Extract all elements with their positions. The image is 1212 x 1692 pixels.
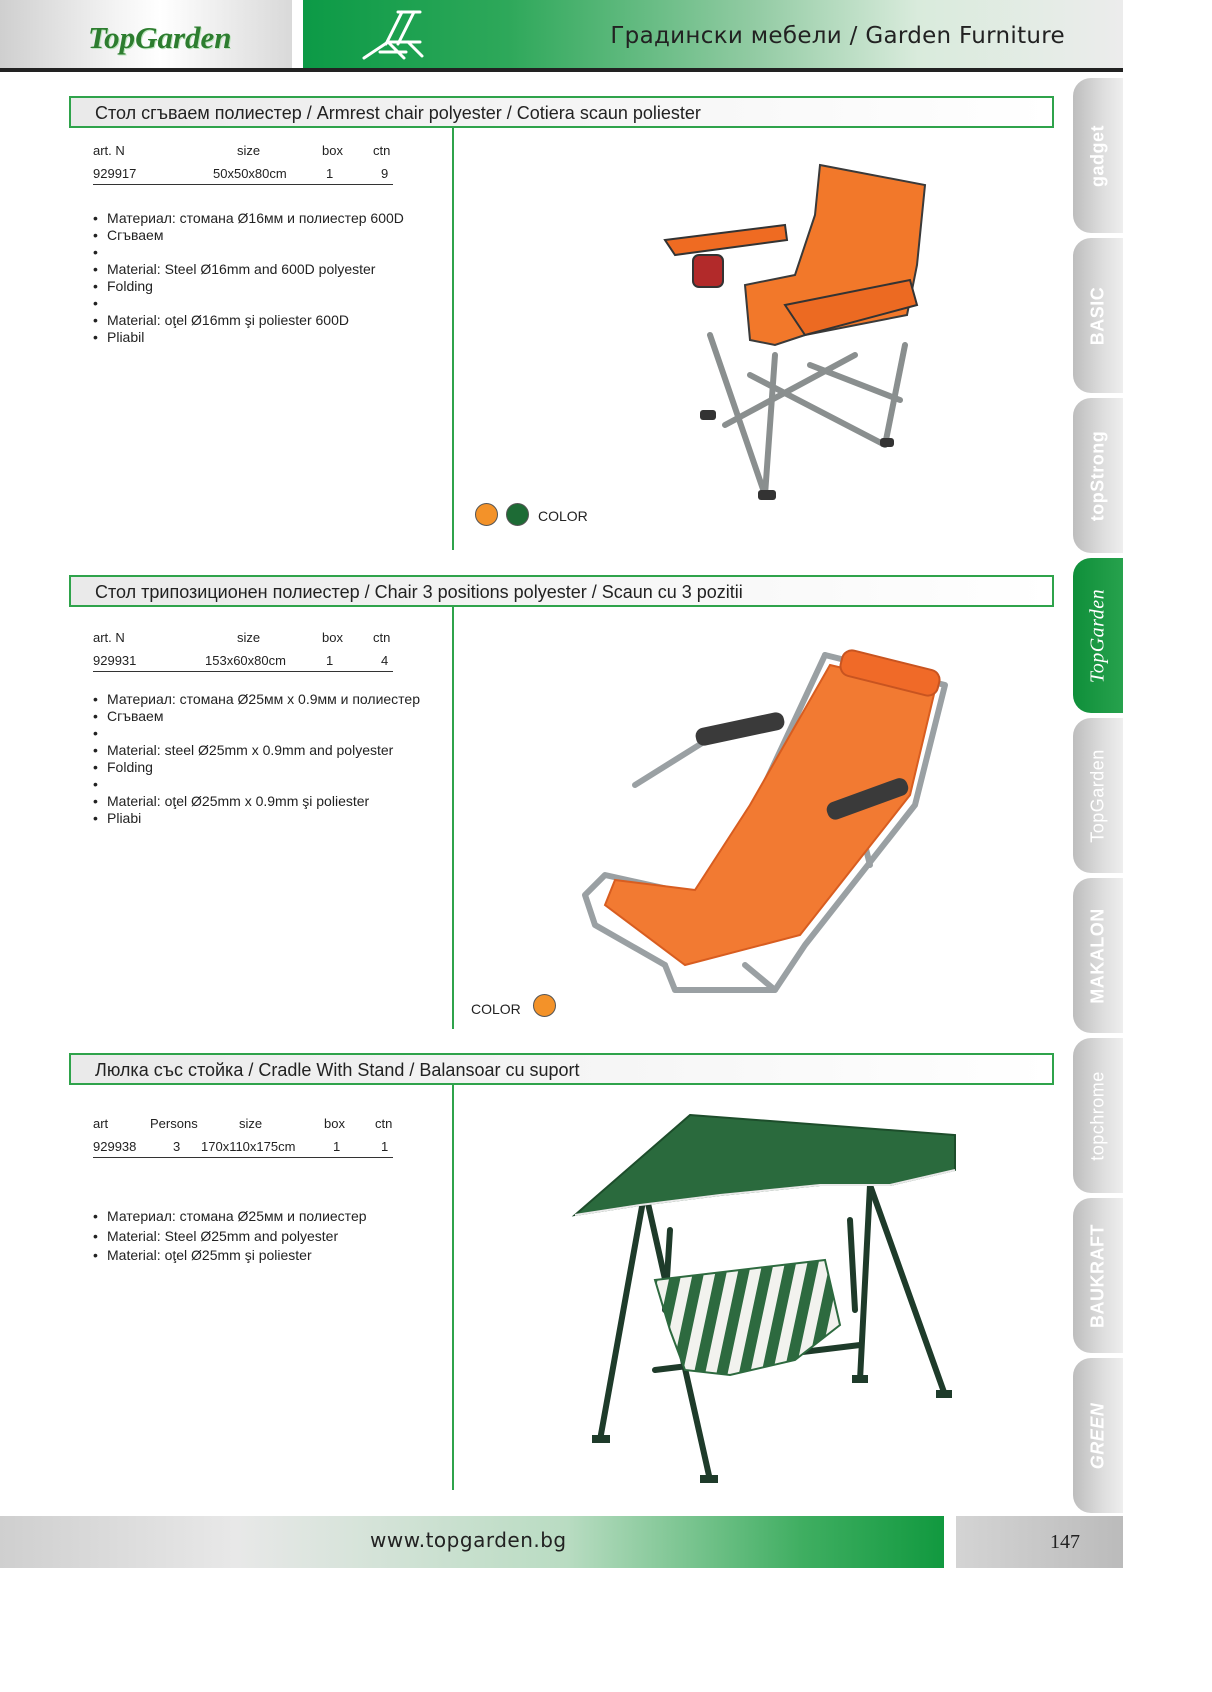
table-header: art xyxy=(93,1116,109,1131)
color-swatch-green xyxy=(506,503,529,526)
spec-table xyxy=(93,143,393,185)
list-item: • Материал: стомана Ø25мм x 0.9мм и полиестер xyxy=(93,691,420,708)
list-item: • Material: oţel Ø16mm şi poliester 600D xyxy=(93,312,404,329)
table-header: box xyxy=(322,630,343,645)
table-header: size xyxy=(239,1116,263,1131)
tab-topstrong[interactable] xyxy=(1073,398,1123,553)
table-cell: 50x50x80cm xyxy=(213,166,287,181)
table-cell: 929938 xyxy=(93,1139,137,1154)
table-cell: 1 xyxy=(326,166,334,181)
list-item: • Material: oţel Ø25mm x 0.9mm şi poliester xyxy=(93,793,420,810)
table-row xyxy=(93,166,393,185)
bullet-list xyxy=(93,691,420,827)
table-header: art. N xyxy=(93,143,125,158)
tab-green-tools[interactable] xyxy=(1073,1358,1123,1513)
section-title: Люлка със стойка / Cradle With Stand / Balansoar cu suport xyxy=(95,1060,580,1080)
table-header: art. N xyxy=(93,630,125,645)
list-item: • Material: oţel Ø25mm şi poliester xyxy=(93,1246,367,1266)
table-header: box xyxy=(324,1116,345,1131)
color-swatch-orange xyxy=(475,503,498,526)
tab-label: topStrong xyxy=(1087,430,1108,521)
page-number: 147 xyxy=(1050,1531,1080,1553)
tab-topchrome[interactable] xyxy=(1073,1038,1123,1193)
tab-label: topchrome xyxy=(1087,1070,1108,1161)
table-header: ctn xyxy=(373,630,391,645)
brand-logo xyxy=(0,0,292,68)
table-header-row xyxy=(93,630,393,648)
tab-topgarden[interactable] xyxy=(1073,558,1123,713)
tab-label: TopGarden xyxy=(1087,748,1108,843)
list-item: • Folding xyxy=(93,278,404,295)
spec-table xyxy=(93,1116,393,1158)
table-cell: 929917 xyxy=(93,166,137,181)
table-cell: 9 xyxy=(381,166,389,181)
tab-label: GREEN xyxy=(1087,1402,1108,1469)
table-cell: 153x60x80cm xyxy=(205,653,286,668)
bullet-list xyxy=(93,210,404,346)
table-header: size xyxy=(237,630,261,645)
page-title: Градински мебели / Garden Furniture xyxy=(610,23,1065,49)
list-item: • Pliabil xyxy=(93,329,404,346)
tab-basic[interactable] xyxy=(1073,238,1123,393)
list-item: • Pliabi xyxy=(93,810,420,827)
list-item: • Folding xyxy=(93,759,420,776)
table-header-row xyxy=(93,1116,393,1134)
tab-topgarden-premium[interactable] xyxy=(1073,718,1123,873)
section-title: Стол трипозиционен полиестер / Chair 3 positions polyester / Scaun cu 3 pozitii xyxy=(95,582,743,602)
table-header: ctn xyxy=(375,1116,393,1131)
table-header: size xyxy=(237,143,261,158)
table-row xyxy=(93,1139,393,1158)
table-cell: 3 xyxy=(173,1139,181,1154)
tab-label: TopGarden xyxy=(1086,588,1109,683)
deck-chair-icon xyxy=(358,6,428,64)
section-header xyxy=(69,96,1054,128)
section-header xyxy=(69,575,1054,607)
table-cell: 170x110x175cm xyxy=(201,1139,296,1154)
spec-table xyxy=(93,630,393,672)
section-title: Стол сгъваем полиестер / Armrest chair polyester / Cotiera scaun poliester xyxy=(95,103,701,123)
list-item: • Сгъваем xyxy=(93,227,404,244)
table-header: ctn xyxy=(373,143,391,158)
table-header: Persons xyxy=(150,1116,198,1131)
table-cell: 929931 xyxy=(93,653,137,668)
page-header xyxy=(0,0,1123,68)
tab-label: MAKALON xyxy=(1087,907,1108,1004)
swing-cradle-image xyxy=(570,1110,960,1490)
list-item: • Material: Steel Ø25mm and polyester xyxy=(93,1227,367,1247)
brand-name: TopGarden xyxy=(88,20,232,55)
table-cell: 1 xyxy=(333,1139,341,1154)
tab-makalon[interactable] xyxy=(1073,878,1123,1033)
list-item: • Material: Steel Ø16mm and 600D polyester xyxy=(93,261,404,278)
table-header-row xyxy=(93,143,393,161)
list-item: • Материал: стомана Ø16мм и полиестер 600D xyxy=(93,210,404,227)
section-header xyxy=(69,1053,1054,1085)
bullet-list xyxy=(93,1207,367,1266)
table-header: box xyxy=(322,143,343,158)
list-item: • Material: steel Ø25mm x 0.9mm and polyester xyxy=(93,742,420,759)
tab-gadget[interactable] xyxy=(1073,78,1123,233)
tab-label: BAUKRAFT xyxy=(1087,1223,1108,1328)
recliner-chair-image xyxy=(575,645,955,1000)
tab-label: gadget xyxy=(1087,124,1108,187)
table-cell: 4 xyxy=(381,653,389,668)
list-item: • Сгъваем xyxy=(93,708,420,725)
table-row xyxy=(93,653,393,672)
color-label: COLOR xyxy=(538,508,588,524)
table-cell: 1 xyxy=(326,653,334,668)
list-item: • Материал: стомана Ø25мм и полиестер xyxy=(93,1207,367,1227)
page-number-box xyxy=(956,1516,1123,1568)
color-swatch-orange xyxy=(533,994,556,1017)
table-cell: 1 xyxy=(381,1139,389,1154)
tab-label: BASIC xyxy=(1087,286,1108,345)
color-label: COLOR xyxy=(471,1001,521,1017)
tab-baukraft[interactable] xyxy=(1073,1198,1123,1353)
footer-url[interactable]: www.topgarden.bg xyxy=(370,1528,567,1552)
armrest-chair-image xyxy=(655,155,935,505)
